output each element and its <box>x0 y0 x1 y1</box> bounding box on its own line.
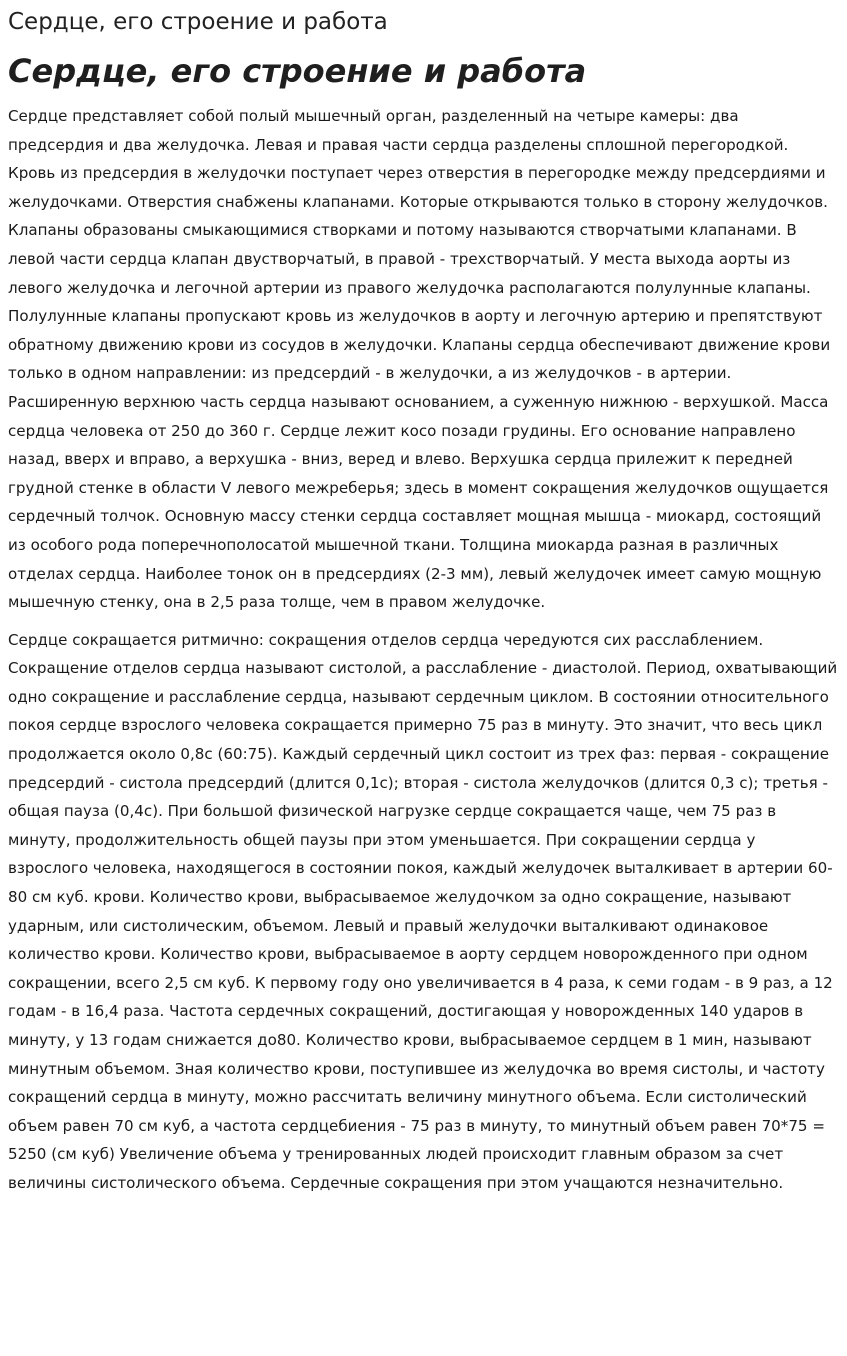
paragraph-heart-cycle: Сердце сокращается ритмично: сокращения отделов сердца чередуются сих расслаблением. Сокращение отделов сердца называют систолой, а расслабление - диастолой. Период, охватывающий одно сокращение и расслабление сердца, называют сердечным циклом. В состоянии относительного покоя сердце взрослого человека сокращается примерно 75 раз в минуту. Это значит, что весь цикл продолжается около 0,8с (60:75). Каждый сердечный цикл состоит из трех фаз: первая - сокращение предсердий - систола предсердий (длится 0,1с); вторая - систола желудочков (длится 0,3 с); третья - общая пауза (0,4с). При большой физической нагрузке сердце сокращается чаще, чем 75 раз в минуту, продолжительность общей паузы при этом уменьшается. При сокращении сердца у взрослого человека, находящегося в состоянии покоя, каждый желудочек выталкивает в артерии 60-80 см куб. крови. Количество крови, выбрасываемое желудочком за одно сокращение, называют ударным, или систолическим, объемом. Левый и правый желудочки выталкивают одинаковое количество крови. Количество крови, выбрасываемое в аорту сердцем новорожденного при одном сокращении, всего 2,5 см куб. К первому году оно увеличивается в 4 раза, к семи годам - в 9 раз, а 12 годам - в 16,4 раза. Частота сердечных сокращений, достигающая у новорожденных 140 ударов в минуту, у 13 годам снижается до80. Количество крови, выбрасываемое сердцем в 1 мин, называют минутным объемом. Зная количество крови, поступившее из желудочка во время систолы, и частоту сокращений сердца в минуту, можно рассчитать величину минутного объема. Если систолический объем равен 70 см куб, а частота сердцебиения - 75 раз в минуту, то минутный объем равен 70*75 = 5250 (см куб) Увеличение объема у тренированных людей происходит главным образом за счет величины систолического объема. Сердечные сокращения при этом учащаются незначительно. <box>8 630 838 1192</box>
paragraph-heart-structure: Сердце представляет собой полый мышечный орган, разделенный на четыре камеры: два предсердия и два желудочка. Левая и правая части сердца разделены сплошной перегородкой. Кровь из предсердия в желудочки поступает через отверстия в перегородке между предсердиями и желудочками. Отверстия снабжены клапанами. Которые открываются только в сторону желудочков. Клапаны образованы смыкающимися створками и потому называются створчатыми клапанами. В левой части сердца клапан двустворчатый, в правой - трехстворчатый. У места выхода аорты из левого желудочка и легочной артерии из правого желудочка располагаются полулунные клапаны. Полулунные клапаны пропускают кровь из желудочков в аорту и легочную артерию и препятствуют обратному движению крови из сосудов в желудочки. Клапаны сердца обеспечивают движение крови только в одном направлении: из предсердий - в желудочки, а из желудочков - в артерии. Расширенную верхнюю часть сердца называют основанием, а суженную нижнюю - верхушкой. Масса сердца человека от 250 до 360 г. Сердце лежит косо позади грудины. Его основание направлено назад, вверх и вправо, а верхушка - вниз, веред и влево. Верхушка сердца прилежит к передней грудной стенке в области V левого межреберья; здесь в момент сокращения желудочков ощущается сердечный толчок. Основную массу стенки сердца составляет мощная мышца - миокард, состоящий из особого рода поперечнополосатой мышечной ткани. Толщина миокарда разная в различных отделах сердца. Наиболее тонок он в предсердиях (2-3 мм), левый желудочек имеет самую мощную мышечную стенку, она в 2,5 раза толще, чем в правом желудочке. <box>8 107 831 612</box>
page-title: Сердце, его строение и работа <box>8 9 388 35</box>
article-heading: Сердце, его строение и работа <box>8 52 587 90</box>
